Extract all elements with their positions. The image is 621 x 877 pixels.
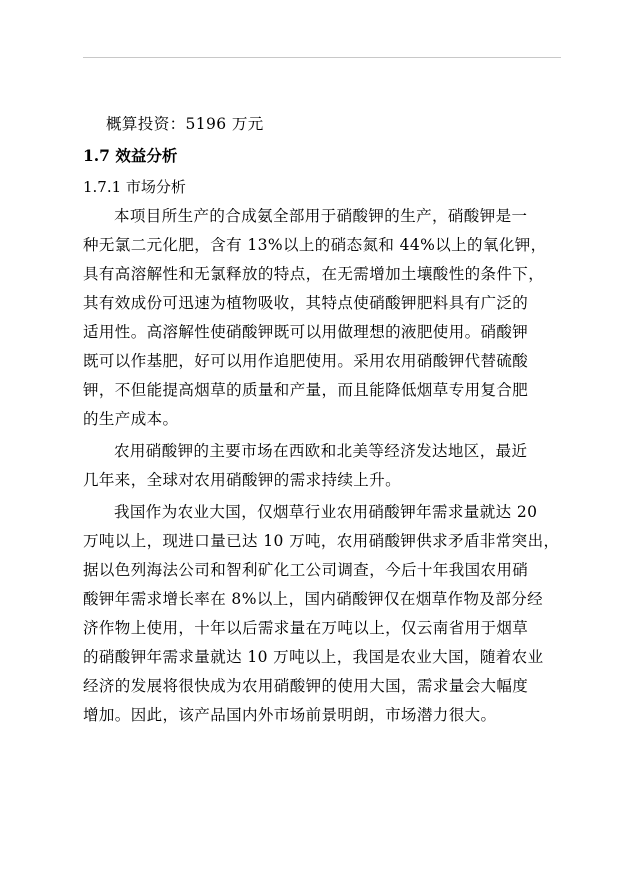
paragraph-line: 增加。因此，该产品国内外市场前景明朗，市场潜力很大。	[83, 706, 497, 724]
paragraph-2	[83, 437, 563, 495]
header-rule	[83, 57, 561, 58]
document-body	[83, 110, 563, 730]
paragraph-1	[83, 202, 563, 434]
paragraph-line: 几年来，全球对农用硝酸钾的需求持续上升。	[83, 471, 402, 489]
paragraph-3	[83, 498, 563, 730]
paragraph-line: 农用硝酸钾的主要市场在西欧和北美等经济发达地区，最近	[114, 442, 528, 460]
paragraph-line: 的硝酸钾年需求量就达 10 万吨以上，我国是农业大国，随着农业	[83, 648, 544, 666]
paragraph-line: 万吨以上，现进口量已达 10 万吨，农用硝酸钾供求矛盾非常突出，	[83, 532, 560, 550]
paragraph-line: 济作物上使用，十年以后需求量在万吨以上，仅云南省用于烟草	[83, 619, 529, 637]
paragraph-line: 钾，不但能提高烟草的质量和产量，而且能降低烟草专用复合肥	[83, 381, 529, 399]
section-heading: 1.7 效益分析	[83, 146, 178, 165]
paragraph-line: 既可以作基肥，好可以用作追肥使用。采用农用硝酸钾代替硫酸	[83, 352, 529, 370]
paragraph-line: 本项目所生产的合成氨全部用于硝酸钾的生产，硝酸钾是一	[114, 207, 528, 225]
paragraph-line: 具有高溶解性和无氯释放的特点，在无需增加土壤酸性的条件下，	[83, 265, 545, 283]
paragraph-line: 的生产成本。	[83, 410, 179, 428]
paragraph-line: 适用性。高溶解性使硝酸钾既可以用做理想的液肥使用。硝酸钾	[83, 323, 529, 341]
paragraph-line: 据以色列海法公司和智利矿化工公司调查，今后十年我国农用硝	[83, 561, 529, 579]
paragraph-line: 其有效成份可迅速为植物吸收，其特点使硝酸钾肥料具有广泛的	[83, 294, 529, 312]
paragraph-line: 酸钾年需求增长率在 8%以上，国内硝酸钾仅在烟草作物及部分经	[83, 590, 544, 608]
paragraph-line: 我国作为农业大国，仅烟草行业农用硝酸钾年需求量就达 20	[114, 503, 538, 521]
subsection-heading: 1.7.1 市场分析	[83, 178, 186, 196]
paragraph-line: 经济的发展将很快成为农用硝酸钾的使用大国，需求量会大幅度	[83, 677, 529, 695]
investment-line: 概算投资：5196 万元	[106, 115, 264, 133]
paragraph-line: 种无氯二元化肥，含有 13%以上的硝态氮和 44%以上的氧化钾，	[83, 236, 547, 254]
